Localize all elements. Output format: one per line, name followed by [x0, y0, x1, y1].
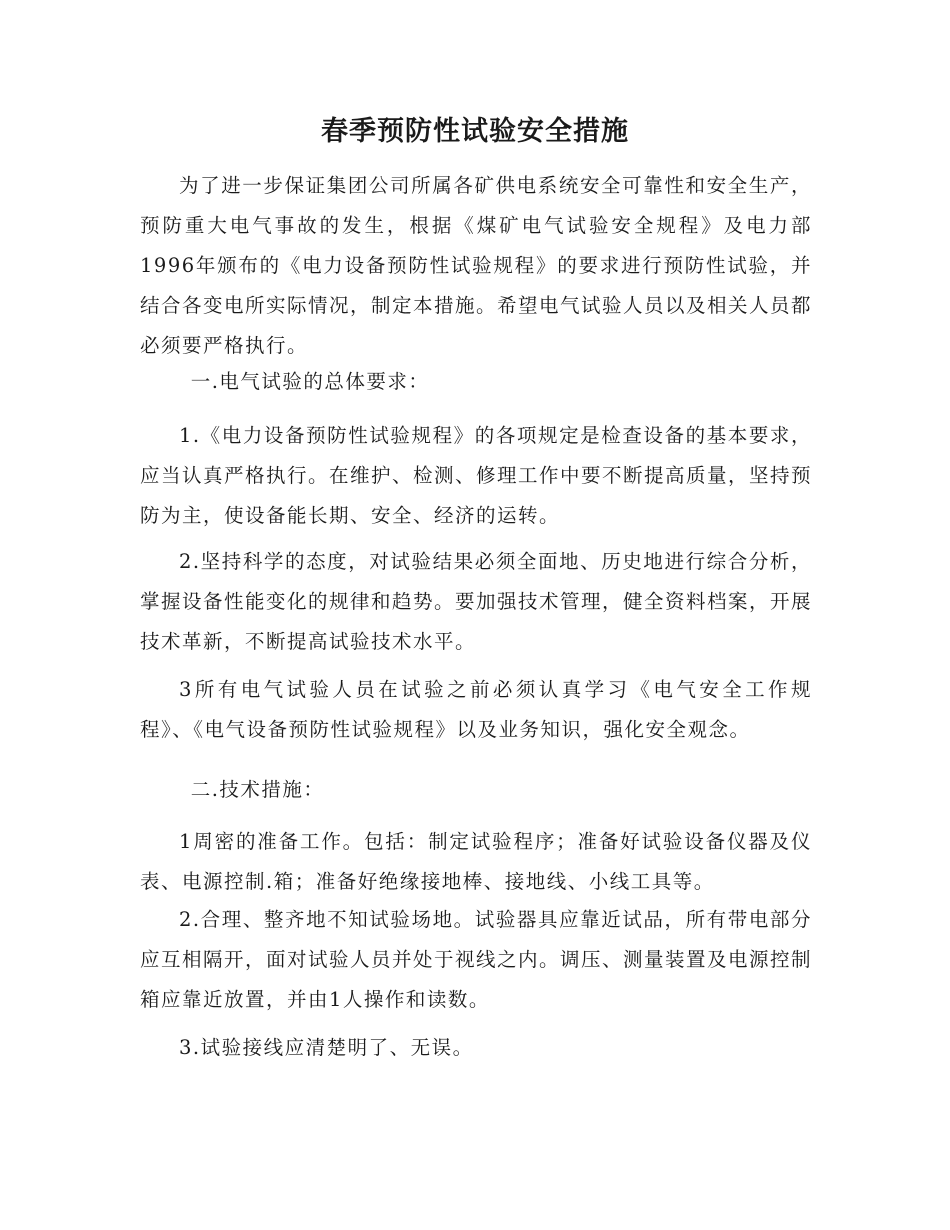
section2-item-2: 2.合理、整齐地不知试验场地。试验器具应靠近试品，所有带电部分应互相隔开，面对试验人员并处于视线之内。调压、测量装置及电源控制箱应靠近放置，并由1人操作和读数。 — [140, 908, 813, 1011]
section1-item-1: 1.《电力设备预防性试验规程》的各项规定是检查设备的基本要求，应当认真严格执行。在维护、检测、修理工作中要不断提高质量，坚持预防为主，使设备能长期、安全、经济的运转。 — [140, 424, 813, 527]
intro-paragraph: 为了进一步保证集团公司所属各矿供电系统安全可靠性和安全生产，预防重大电气事故的发生，根据《煤矿电气试验安全规程》及电力部1996年颁布的《电力设备预防性试验规程》的要求进行预防性试验，并结合各变电所实际情况，制定本措施。希望电气试验人员以及相关人员都必须要严格执行。 — [140, 174, 813, 357]
section1-item-2: 2.坚持科学的态度，对试验结果必须全面地、历史地进行综合分析，掌握设备性能变化的规律和趋势。要加强技术管理，健全资料档案，开展技术革新，不断提高试验技术水平。 — [140, 550, 813, 653]
document-title: 春季预防性试验安全措施 — [321, 116, 629, 147]
section2-item-3: 3.试验接线应清楚明了、无误。 — [179, 1036, 474, 1059]
section1-heading: 一.电气试验的总体要求： — [190, 370, 430, 393]
section1-item-3: 3所有电气试验人员在试验之前必须认真学习《电气安全工作规程》、《电气设备预防性试验规程》以及业务知识，强化安全观念。 — [140, 678, 812, 741]
section2-heading: 二.技术措施： — [190, 778, 325, 801]
section2-item-1: 1周密的准备工作。包括：制定试验程序；准备好试验设备仪器及仪表、电源控制.箱；准备好绝缘接地棒、接地线、小线工具等。 — [140, 830, 812, 893]
